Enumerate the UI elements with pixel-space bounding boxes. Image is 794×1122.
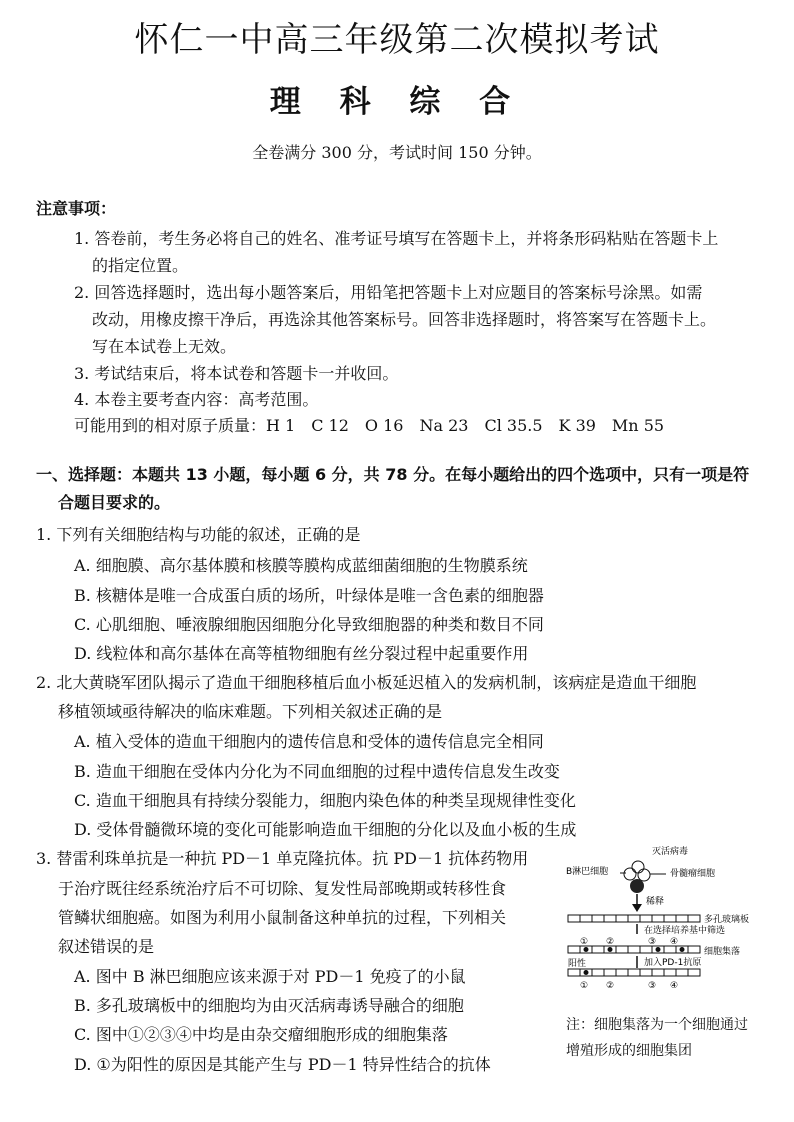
question-stem: 移植领域亟待解决的临床难题。下列相关叙述正确的是	[58, 702, 443, 721]
colony-number: ③	[648, 981, 657, 991]
colony-number: ②	[606, 937, 615, 947]
option-d: D. ①为阳性的原因是其能产生与 PD－1 特异性结合的抗体	[74, 1055, 491, 1074]
colony-label: 细胞集落	[704, 947, 741, 957]
exam-title: 怀仁一中高三年级第二次模拟考试	[134, 20, 660, 60]
figure-caption: 注：细胞集落为一个细胞通过	[566, 1017, 748, 1033]
question-stem: 1. 下列有关细胞结构与功能的叙述，正确的是	[36, 525, 361, 544]
hybrid-cell-icon	[630, 879, 644, 893]
option-b: B. 造血干细胞在受体内分化为不同血细胞的过程中遗传信息发生改变	[74, 762, 560, 781]
question-stem: 2. 北大黄晓军团队揭示了造血干细胞移植后血小板延迟植入的发病机制，该病症是造血干细胞	[36, 673, 697, 692]
question-stem: 叙述错误的是	[58, 937, 155, 956]
cell-icon	[624, 868, 636, 880]
colony-number: ②	[606, 981, 615, 991]
option-b: B. 多孔玻璃板中的细胞均为由灭活病毒诱导融合的细胞	[74, 996, 464, 1015]
b-cell-label: B淋巴细胞	[566, 867, 609, 877]
colony-number: ④	[670, 937, 679, 947]
option-a: A. 图中 B 淋巴细胞应该来源于对 PD－1 免疫了的小鼠	[74, 967, 466, 986]
figure-caption: 增殖形成的细胞集团	[566, 1043, 692, 1059]
cell-icon	[638, 869, 650, 881]
myeloma-label: 骨髓瘤细胞	[670, 869, 716, 879]
notice-line: 1. 答卷前，考生务必将自己的姓名、准考证号填写在答题卡上，并将条形码粘贴在答题卡上	[74, 229, 719, 248]
section-heading: 一、选择题：本题共 13 小题，每小题 6 分，共 78 分。在每小题给出的四个选项中，只有一项是符	[36, 465, 750, 484]
option-d: D. 线粒体和高尔基体在高等植物细胞有丝分裂过程中起重要作用	[74, 644, 529, 663]
score-time-line: 全卷满分 300 分，考试时间 150 分钟。	[252, 143, 542, 162]
option-c: C. 图中①②③④中均是由杂交瘤细胞形成的细胞集落	[74, 1025, 448, 1044]
notice-heading: 注意事项：	[36, 199, 117, 218]
colony-number: ③	[648, 937, 657, 947]
medium-label: 在选择培养基中筛选	[644, 926, 726, 936]
notice-line: 3. 考试结束后，将本试卷和答题卡一并收回。	[74, 364, 399, 383]
question-stem: 于治疗既往经系统治疗后不可切除、复发性局部晚期或转移性食	[58, 879, 507, 898]
question-stem: 管鳞状细胞癌。如图为利用小鼠制备这种单抗的过程，下列相关	[58, 908, 507, 927]
colony-number: ④	[670, 981, 679, 991]
virus-label: 灭活病毒	[652, 847, 689, 857]
notice-line: 2. 回答选择题时，选出每小题答案后，用铅笔把答题卡上对应题目的答案标号涂黑。如需	[74, 283, 703, 302]
option-c: C. 造血干细胞具有持续分裂能力，细胞内染色体的种类呈现规律性变化	[74, 791, 576, 810]
atomic-mass-line: 可能用到的相对原子质量：H 1 C 12 O 16 Na 23 Cl 35.5 K 39 Mn 55	[74, 416, 665, 435]
notice-line: 的指定位置。	[92, 256, 189, 275]
question-stem: 3. 替雷利珠单抗是一种抗 PD－1 单克隆抗体。抗 PD－1 抗体药物用	[36, 849, 529, 868]
option-d: D. 受体骨髓微环境的变化可能影响造血干细胞的分化以及血小板的生成	[74, 820, 577, 839]
notice-line: 写在本试卷上无效。	[92, 337, 237, 356]
plate-row	[568, 915, 700, 922]
section-heading: 合题目要求的。	[58, 493, 171, 512]
plate-label: 多孔玻璃板	[704, 915, 750, 925]
colony-number: ①	[580, 981, 589, 991]
notice-line: 改动，用橡皮擦干净后，再选涂其他答案标号。回答非选择题时，将答案写在答题卡上。	[92, 310, 717, 329]
subject-title: 理 科 综 合	[269, 84, 525, 120]
colony-number: ①	[580, 937, 589, 947]
option-a: A. 植入受体的造血干细胞内的遗传信息和受体的遗传信息完全相同	[74, 732, 544, 751]
cell-icon	[632, 861, 644, 873]
dilute-label: 稀释	[646, 897, 665, 907]
option-a: A. 细胞膜、高尔基体膜和核膜等膜构成蓝细菌细胞的生物膜系统	[74, 556, 528, 575]
positive-label: 阳性	[568, 959, 587, 969]
option-c: C. 心肌细胞、唾液腺细胞因细胞分化导致细胞器的种类和数目不同	[74, 615, 544, 634]
antibody-process-diagram	[566, 842, 776, 1022]
notice-line: 4. 本卷主要考查内容：高考范围。	[74, 390, 319, 409]
antigen-label: 加入PD-1抗原	[644, 958, 702, 968]
option-b: B. 核糖体是唯一合成蛋白质的场所，叶绿体是唯一含色素的细胞器	[74, 586, 544, 605]
